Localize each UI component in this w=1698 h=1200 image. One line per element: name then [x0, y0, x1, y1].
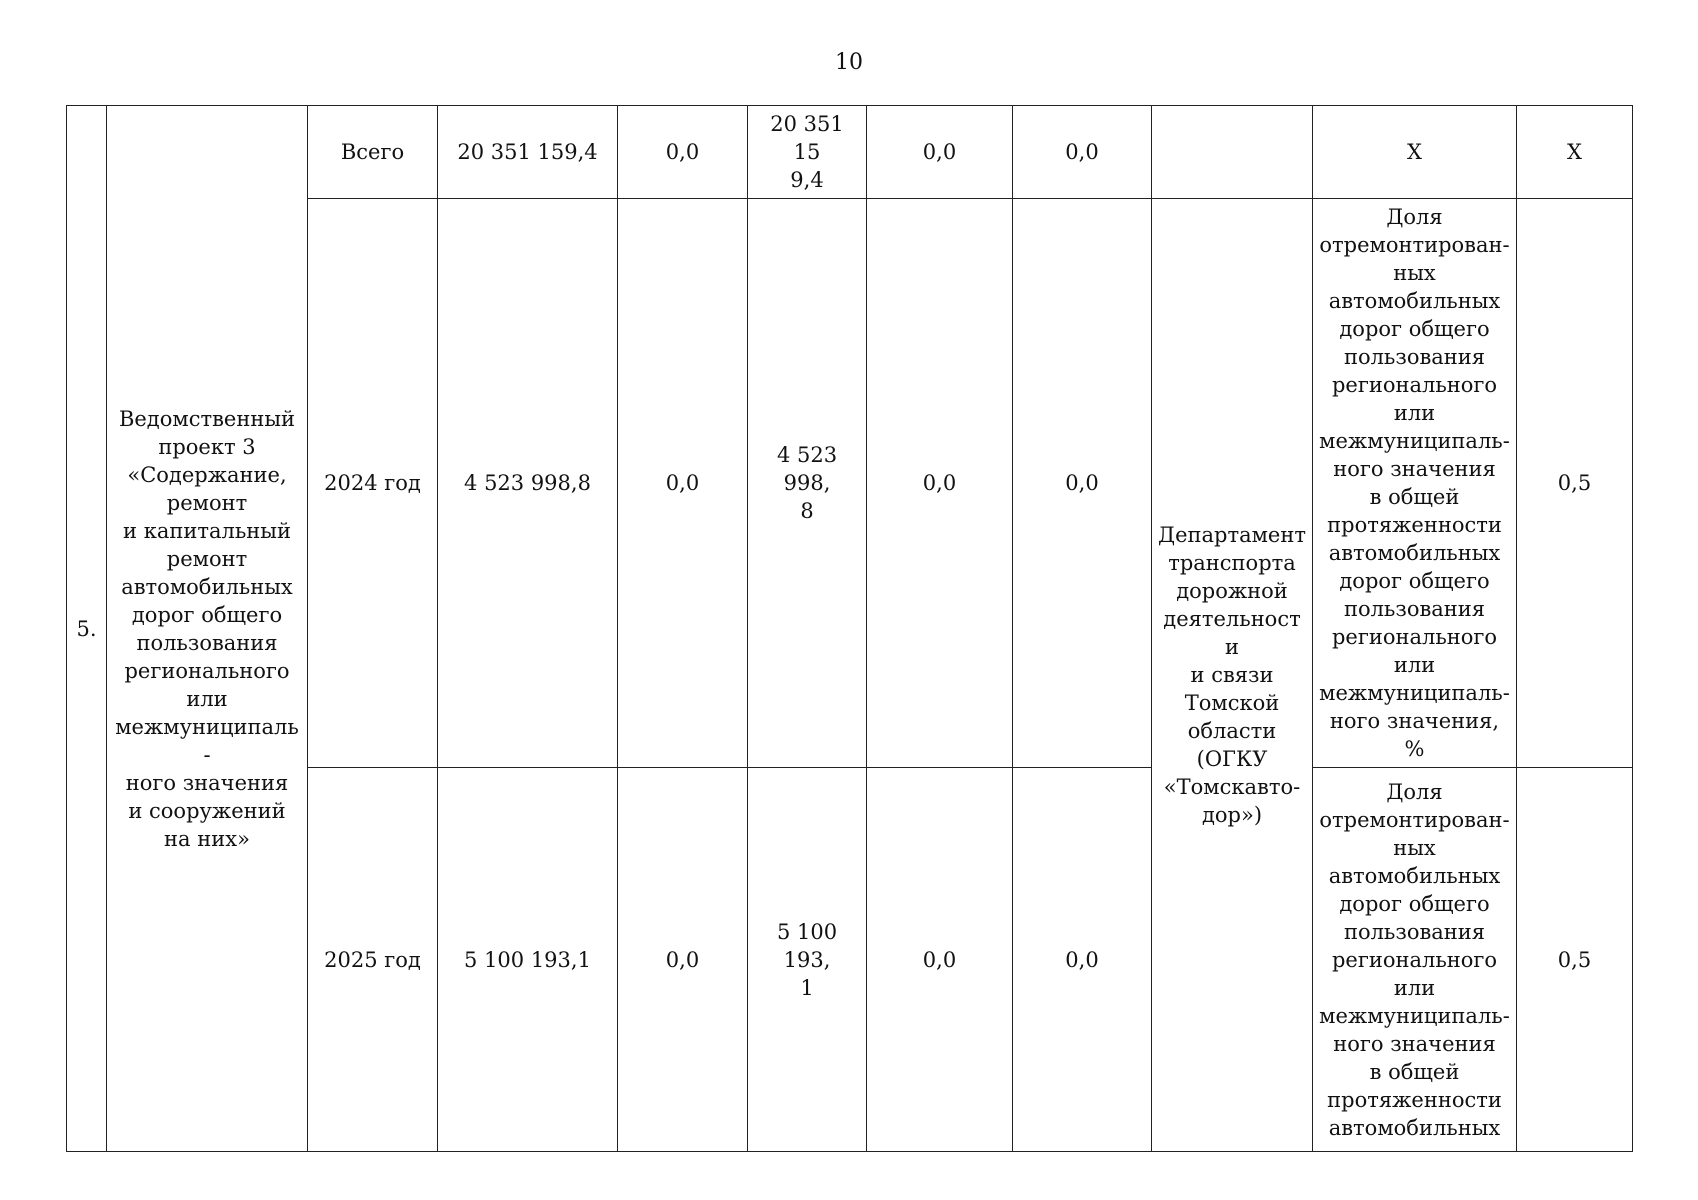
indicator-value-cell: 0,5	[1517, 199, 1633, 768]
other-cell: 0,0	[1013, 199, 1152, 768]
indicator-cell: Х	[1313, 106, 1517, 199]
regional-cell: 5 100 193, 1	[748, 768, 867, 1152]
indicator-cell: Доля отремонтирован- ных автомобильных дорог общего пользования регионального или межмуниципаль- ного значения в общей протяженности автомобильных дорог общего пользования регионального или межмуниципаль- ного значения, %	[1313, 199, 1517, 768]
period-label: Всего	[308, 106, 438, 199]
local-cell: 0,0	[867, 106, 1013, 199]
regional-cell: 20 351 15 9,4	[748, 106, 867, 199]
project-name: Ведомственный проект 3 «Содержание, ремонт и капитальный ремонт автомобильных дорог общего пользования регионального или межмуниципаль- ного значения и сооружений на них»	[107, 106, 308, 1152]
row-number: 5.	[67, 106, 107, 1152]
local-cell: 0,0	[867, 199, 1013, 768]
total-cell: 4 523 998,8	[438, 199, 618, 768]
responsible-cell-empty	[1152, 106, 1313, 199]
responsible-cell: Департамент транспорта дорожной деятельности и связи Томской области (ОГКУ «Томскавто- дор»)	[1152, 199, 1313, 1152]
period-label: 2024 год	[308, 199, 438, 768]
total-cell: 5 100 193,1	[438, 768, 618, 1152]
table-row	[67, 106, 1633, 199]
program-table	[66, 105, 1633, 1152]
federal-cell: 0,0	[618, 768, 748, 1152]
indicator-cell: Доля отремонтирован- ных автомобильных дорог общего пользования регионального или межмуниципаль- ного значения в общей протяженности автомобильных	[1313, 768, 1517, 1152]
indicator-value-cell: Х	[1517, 106, 1633, 199]
federal-cell: 0,0	[618, 199, 748, 768]
federal-cell: 0,0	[618, 106, 748, 199]
regional-cell: 4 523 998, 8	[748, 199, 867, 768]
total-cell: 20 351 159,4	[438, 106, 618, 199]
other-cell: 0,0	[1013, 106, 1152, 199]
other-cell: 0,0	[1013, 768, 1152, 1152]
indicator-value-cell: 0,5	[1517, 768, 1633, 1152]
page-number: 10	[835, 50, 863, 75]
local-cell: 0,0	[867, 768, 1013, 1152]
period-label: 2025 год	[308, 768, 438, 1152]
